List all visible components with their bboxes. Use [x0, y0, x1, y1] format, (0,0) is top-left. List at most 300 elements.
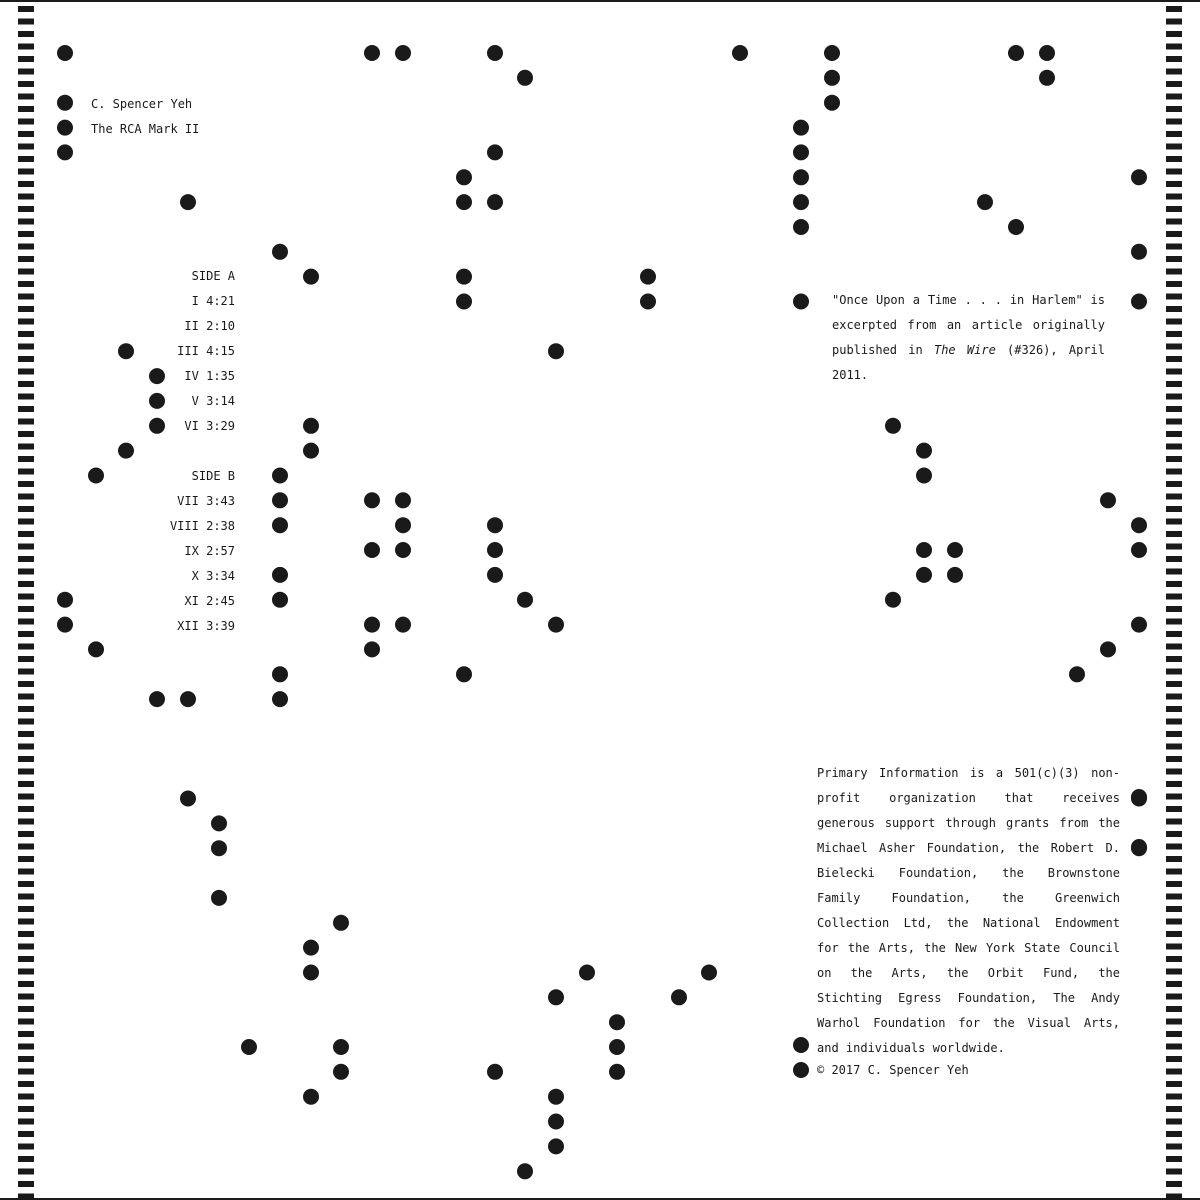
- left-sprocket-hole: [18, 581, 34, 587]
- left-sprocket-hole: [18, 894, 34, 900]
- right-sprocket-hole: [1166, 119, 1182, 125]
- punched-hole-dot: [548, 989, 564, 1005]
- right-sprocket-hole: [1166, 881, 1182, 887]
- right-sprocket-hole: [1166, 431, 1182, 437]
- punched-hole-dot: [364, 641, 380, 657]
- right-sprocket-hole: [1166, 1056, 1182, 1062]
- punched-hole-dot: [1039, 45, 1055, 61]
- track-row: VI 3:29: [184, 419, 235, 433]
- left-sprocket-hole: [18, 56, 34, 62]
- right-sprocket-hole: [1166, 81, 1182, 87]
- left-sprocket-hole: [18, 619, 34, 625]
- right-sprocket-hole: [1166, 169, 1182, 175]
- punched-hole-dot: [487, 194, 503, 210]
- left-sprocket-hole: [18, 644, 34, 650]
- artist-name: C. Spencer Yeh: [91, 97, 193, 111]
- left-sprocket-hole: [18, 1106, 34, 1112]
- punched-hole-dot: [885, 592, 901, 608]
- punched-hole-dot: [364, 542, 380, 558]
- punched-hole-dot: [1008, 219, 1024, 235]
- right-sprocket-hole: [1166, 1131, 1182, 1137]
- right-sprocket-hole: [1166, 1106, 1182, 1112]
- left-sprocket-hole: [18, 231, 34, 237]
- left-sprocket-hole: [18, 719, 34, 725]
- punched-hole-dot: [57, 120, 73, 136]
- punched-hole-dot: [548, 343, 564, 359]
- punched-hole-dot: [303, 269, 319, 285]
- side-a-label: SIDE A: [191, 269, 235, 283]
- right-sprocket-hole: [1166, 631, 1182, 637]
- punched-hole-dot: [916, 468, 932, 484]
- punched-hole-dot: [149, 691, 165, 707]
- left-sprocket-hole: [18, 831, 34, 837]
- left-sprocket-hole: [18, 281, 34, 287]
- left-sprocket-hole: [18, 756, 34, 762]
- right-sprocket-hole: [1166, 206, 1182, 212]
- right-sprocket-hole: [1166, 819, 1182, 825]
- punched-hole-dot: [1131, 617, 1147, 633]
- punched-hole-dot: [57, 592, 73, 608]
- left-sprocket-hole: [18, 1119, 34, 1125]
- punched-hole-dot: [916, 542, 932, 558]
- right-sprocket-hole: [1166, 406, 1182, 412]
- right-sprocket-hole: [1166, 994, 1182, 1000]
- punched-hole-dot: [272, 691, 288, 707]
- punched-hole-dot: [548, 1114, 564, 1130]
- right-sprocket-hole: [1166, 794, 1182, 800]
- left-sprocket-hole: [18, 819, 34, 825]
- right-sprocket-hole: [1166, 344, 1182, 350]
- left-sprocket-hole: [18, 444, 34, 450]
- left-sprocket-hole: [18, 6, 34, 12]
- right-sprocket-hole: [1166, 981, 1182, 987]
- left-sprocket-hole: [18, 669, 34, 675]
- right-sprocket-hole: [1166, 419, 1182, 425]
- right-sprocket-hole: [1166, 1006, 1182, 1012]
- punched-hole-dot: [1100, 641, 1116, 657]
- right-sprocket-hole: [1166, 19, 1182, 25]
- left-sprocket-hole: [18, 706, 34, 712]
- punched-hole-dot: [211, 840, 227, 856]
- punched-hole-dot: [701, 965, 717, 981]
- punched-hole-dot: [303, 965, 319, 981]
- punched-hole-dot: [272, 517, 288, 533]
- right-sprocket-hole: [1166, 544, 1182, 550]
- right-sprocket-hole: [1166, 1181, 1182, 1187]
- punched-hole-dot: [364, 617, 380, 633]
- right-sprocket-hole: [1166, 844, 1182, 850]
- track-row: VIII 2:38: [169, 519, 235, 533]
- left-sprocket-hole: [18, 381, 34, 387]
- punched-hole-dot: [640, 294, 656, 310]
- right-sprocket-hole: [1166, 194, 1182, 200]
- left-sprocket-hole: [18, 656, 34, 662]
- punched-hole-dot: [793, 120, 809, 136]
- punched-hole-dot: [609, 1039, 625, 1055]
- left-sprocket-hole: [18, 1019, 34, 1025]
- left-sprocket-hole: [18, 219, 34, 225]
- right-sprocket-hole: [1166, 256, 1182, 262]
- right-sprocket-hole: [1166, 594, 1182, 600]
- punched-hole-dot: [793, 1062, 809, 1078]
- right-sprocket-hole: [1166, 1194, 1182, 1200]
- left-sprocket-hole: [18, 1169, 34, 1175]
- punched-hole-dot: [793, 294, 809, 310]
- punched-hole-dot: [1008, 45, 1024, 61]
- left-sprocket-hole: [18, 1031, 34, 1037]
- punched-hole-dot: [793, 169, 809, 185]
- left-sprocket-hole: [18, 944, 34, 950]
- punched-hole-dot: [1131, 542, 1147, 558]
- punched-hole-dot: [1131, 839, 1147, 855]
- punched-hole-dot: [456, 169, 472, 185]
- punched-hole-dot: [333, 1064, 349, 1080]
- right-sprocket-hole: [1166, 69, 1182, 75]
- right-sprocket-hole: [1166, 306, 1182, 312]
- punched-hole-dot: [487, 45, 503, 61]
- punched-hole-dot: [517, 592, 533, 608]
- punched-hole-dot: [303, 443, 319, 459]
- punched-hole-dot: [272, 592, 288, 608]
- track-row: IV 1:35: [184, 369, 235, 383]
- left-sprocket-hole: [18, 1044, 34, 1050]
- left-sprocket-hole: [18, 881, 34, 887]
- left-sprocket-hole: [18, 344, 34, 350]
- left-sprocket-hole: [18, 1144, 34, 1150]
- right-sprocket-hole: [1166, 1044, 1182, 1050]
- punched-hole-dot: [793, 1037, 809, 1053]
- punched-hole-dot: [456, 294, 472, 310]
- punched-hole-dot: [180, 791, 196, 807]
- punched-hole-dot: [456, 269, 472, 285]
- right-sprocket-hole: [1166, 481, 1182, 487]
- track-row: XI 2:45: [184, 594, 235, 608]
- left-sprocket-hole: [18, 794, 34, 800]
- right-sprocket-hole: [1166, 181, 1182, 187]
- punched-hole-dot: [303, 940, 319, 956]
- right-sprocket-hole: [1166, 1031, 1182, 1037]
- left-sprocket-hole: [18, 406, 34, 412]
- left-sprocket-hole: [18, 119, 34, 125]
- punched-hole-dot: [579, 965, 595, 981]
- right-sprocket-hole: [1166, 331, 1182, 337]
- left-sprocket-hole: [18, 331, 34, 337]
- left-sprocket-hole: [18, 69, 34, 75]
- punched-hole-dot: [88, 468, 104, 484]
- right-sprocket-hole: [1166, 781, 1182, 787]
- right-sprocket-hole: [1166, 919, 1182, 925]
- punched-hole-dot: [487, 517, 503, 533]
- punched-hole-dot: [1039, 70, 1055, 86]
- left-sprocket-hole: [18, 994, 34, 1000]
- right-sprocket-hole: [1166, 1169, 1182, 1175]
- punched-hole-dot: [57, 144, 73, 160]
- right-sprocket-hole: [1166, 744, 1182, 750]
- left-sprocket-hole: [18, 81, 34, 87]
- left-sprocket-hole: [18, 869, 34, 875]
- right-sprocket-hole: [1166, 1119, 1182, 1125]
- punched-hole-dot: [272, 244, 288, 260]
- left-sprocket-hole: [18, 1181, 34, 1187]
- left-sprocket-hole: [18, 956, 34, 962]
- left-sprocket-hole: [18, 169, 34, 175]
- right-sprocket-hole: [1166, 606, 1182, 612]
- left-sprocket-hole: [18, 769, 34, 775]
- right-sprocket-hole: [1166, 231, 1182, 237]
- punched-hole-dot: [1131, 517, 1147, 533]
- right-sprocket-hole: [1166, 94, 1182, 100]
- left-sprocket-hole: [18, 1006, 34, 1012]
- right-sprocket-hole: [1166, 894, 1182, 900]
- right-sprocket-hole: [1166, 581, 1182, 587]
- left-sprocket-hole: [18, 781, 34, 787]
- punched-hole-dot: [1131, 169, 1147, 185]
- left-sprocket-hole: [18, 494, 34, 500]
- left-sprocket-hole: [18, 631, 34, 637]
- left-sprocket-hole: [18, 244, 34, 250]
- punched-hole-dot: [793, 194, 809, 210]
- right-sprocket-hole: [1166, 706, 1182, 712]
- right-sprocket-hole: [1166, 831, 1182, 837]
- left-sprocket-hole: [18, 1081, 34, 1087]
- punched-hole-dot: [487, 144, 503, 160]
- right-sprocket-hole: [1166, 731, 1182, 737]
- left-sprocket-hole: [18, 131, 34, 137]
- right-sprocket-hole: [1166, 469, 1182, 475]
- left-sprocket-hole: [18, 681, 34, 687]
- artist-info: [91, 92, 199, 142]
- article-note: "Once Upon a Time . . . in Harlem" is excerpted from an article originally published in The Wire (#326), April 2011.: [832, 293, 1106, 382]
- punched-hole-dot: [395, 617, 411, 633]
- punched-hole-dot: [88, 641, 104, 657]
- right-sprocket-hole: [1166, 906, 1182, 912]
- right-sprocket-hole: [1166, 756, 1182, 762]
- left-sprocket-hole: [18, 194, 34, 200]
- right-sprocket-hole: [1166, 144, 1182, 150]
- punched-hole-dot: [333, 915, 349, 931]
- right-sprocket-hole: [1166, 381, 1182, 387]
- left-sprocket-hole: [18, 181, 34, 187]
- right-sprocket-hole: [1166, 944, 1182, 950]
- right-sprocket-hole: [1166, 931, 1182, 937]
- right-sprocket-hole: [1166, 969, 1182, 975]
- right-sprocket-hole: [1166, 319, 1182, 325]
- punched-hole-dot: [456, 666, 472, 682]
- left-sprocket-hole: [18, 144, 34, 150]
- punched-hole-dot: [947, 567, 963, 583]
- punched-hole-dot: [456, 194, 472, 210]
- right-sprocket-hole: [1166, 269, 1182, 275]
- punched-hole-dot: [487, 1064, 503, 1080]
- right-sprocket-hole: [1166, 56, 1182, 62]
- track-row: XII 3:39: [177, 619, 235, 633]
- side-b-label: SIDE B: [191, 469, 235, 483]
- left-sprocket-hole: [18, 731, 34, 737]
- right-sprocket-hole: [1166, 219, 1182, 225]
- right-sprocket-hole: [1166, 1094, 1182, 1100]
- left-sprocket-hole: [18, 1094, 34, 1100]
- punched-hole-dot: [333, 1039, 349, 1055]
- right-sprocket-hole: [1166, 31, 1182, 37]
- publication-name: The Wire: [933, 343, 996, 357]
- left-sprocket-hole: [18, 1131, 34, 1137]
- punched-hole-dot: [272, 567, 288, 583]
- track-row: III 4:15: [177, 344, 235, 358]
- punched-hole-dot: [517, 70, 533, 86]
- punched-hole-dot: [303, 1089, 319, 1105]
- left-sprocket-hole: [18, 594, 34, 600]
- left-sprocket-hole: [18, 269, 34, 275]
- right-sprocket-hole: [1166, 569, 1182, 575]
- left-sprocket-hole: [18, 1156, 34, 1162]
- punched-hole-dot: [609, 1014, 625, 1030]
- punched-hole-dot: [885, 418, 901, 434]
- right-sprocket-hole: [1166, 394, 1182, 400]
- punched-hole-dot: [364, 45, 380, 61]
- punched-hole-dot: [241, 1039, 257, 1055]
- punched-hole-dot: [211, 890, 227, 906]
- punched-hole-dot: [57, 617, 73, 633]
- punched-hole-dot: [1131, 294, 1147, 310]
- right-sprocket-hole: [1166, 669, 1182, 675]
- punched-hole-dot: [487, 567, 503, 583]
- punched-hole-dot: [793, 219, 809, 235]
- punched-hole-dot: [180, 691, 196, 707]
- right-sprocket-hole: [1166, 1144, 1182, 1150]
- left-sprocket-hole: [18, 94, 34, 100]
- punched-hole-dot: [272, 666, 288, 682]
- right-sprocket-hole: [1166, 369, 1182, 375]
- left-sprocket-hole: [18, 44, 34, 50]
- left-sprocket-hole: [18, 531, 34, 537]
- album-title: The RCA Mark II: [91, 122, 200, 136]
- tracklist: [130, 264, 235, 639]
- punched-hole-dot: [180, 194, 196, 210]
- right-sprocket-hole: [1166, 356, 1182, 362]
- punched-hole-dot: [57, 95, 73, 111]
- left-sprocket-hole: [18, 369, 34, 375]
- left-sprocket-hole: [18, 1056, 34, 1062]
- punched-hole-dot: [824, 95, 840, 111]
- right-sprocket-hole: [1166, 719, 1182, 725]
- left-sprocket-hole: [18, 969, 34, 975]
- left-sprocket-hole: [18, 106, 34, 112]
- punched-hole-dot: [548, 617, 564, 633]
- right-sprocket-hole: [1166, 156, 1182, 162]
- right-sprocket-hole: [1166, 281, 1182, 287]
- right-sprocket-hole: [1166, 856, 1182, 862]
- punched-hole-dot: [947, 542, 963, 558]
- right-sprocket-hole: [1166, 106, 1182, 112]
- track-row: IX 2:57: [184, 544, 235, 558]
- right-sprocket-hole: [1166, 6, 1182, 12]
- punched-hole-dot: [548, 1138, 564, 1154]
- punched-hole-dot: [824, 45, 840, 61]
- track-row: V 3:14: [191, 394, 235, 408]
- punched-hole-dot: [395, 45, 411, 61]
- right-sprocket-hole: [1166, 244, 1182, 250]
- left-sprocket-hole: [18, 419, 34, 425]
- left-sprocket-hole: [18, 356, 34, 362]
- right-sprocket-hole: [1166, 619, 1182, 625]
- left-sprocket-hole: [18, 156, 34, 162]
- left-sprocket-hole: [18, 256, 34, 262]
- punched-hole-dot: [364, 492, 380, 508]
- track-row: I 4:21: [191, 294, 235, 308]
- right-sprocket-hole: [1166, 769, 1182, 775]
- left-sprocket-hole: [18, 919, 34, 925]
- left-sprocket-hole: [18, 306, 34, 312]
- right-sprocket-hole: [1166, 1156, 1182, 1162]
- left-sprocket-hole: [18, 481, 34, 487]
- left-sprocket-hole: [18, 206, 34, 212]
- right-sprocket-hole: [1166, 1069, 1182, 1075]
- punched-hole-dot: [977, 194, 993, 210]
- left-sprocket-hole: [18, 31, 34, 37]
- right-sprocket-hole: [1166, 556, 1182, 562]
- punched-hole-dot: [916, 443, 932, 459]
- left-sprocket-hole: [18, 556, 34, 562]
- track-row: II 2:10: [184, 319, 235, 333]
- punched-hole-dot: [548, 1089, 564, 1105]
- right-sprocket-hole: [1166, 806, 1182, 812]
- left-sprocket-hole: [18, 806, 34, 812]
- punched-hole-dot: [272, 468, 288, 484]
- right-sprocket-hole: [1166, 531, 1182, 537]
- left-sprocket-hole: [18, 19, 34, 25]
- punched-hole-dot: [395, 492, 411, 508]
- copyright-notice: © 2017 C. Spencer Yeh: [817, 1063, 969, 1077]
- right-sprocket-hole: [1166, 519, 1182, 525]
- track-row: X 3:34: [191, 569, 235, 583]
- punched-hole-dot: [1131, 789, 1147, 805]
- punched-hole-dot: [824, 70, 840, 86]
- punched-hole-dot: [57, 45, 73, 61]
- punched-hole-dot: [640, 269, 656, 285]
- left-sprocket-hole: [18, 856, 34, 862]
- right-sprocket-hole: [1166, 956, 1182, 962]
- punched-hole-dot: [1100, 492, 1116, 508]
- punched-hole-dot: [517, 1163, 533, 1179]
- left-sprocket-hole: [18, 431, 34, 437]
- punched-hole-dot: [916, 567, 932, 583]
- punched-hole-dot: [671, 989, 687, 1005]
- punched-hole-dot: [211, 815, 227, 831]
- left-sprocket-hole: [18, 394, 34, 400]
- left-sprocket-hole: [18, 906, 34, 912]
- right-sprocket-hole: [1166, 131, 1182, 137]
- left-sprocket-hole: [18, 544, 34, 550]
- right-sprocket-hole: [1166, 456, 1182, 462]
- right-sprocket-hole: [1166, 444, 1182, 450]
- track-row: VII 3:43: [177, 494, 235, 508]
- punched-hole-dot: [1069, 666, 1085, 682]
- tracklist-spacer: [130, 439, 235, 464]
- left-sprocket-hole: [18, 1194, 34, 1200]
- left-sprocket-hole: [18, 319, 34, 325]
- punched-hole-dot: [395, 542, 411, 558]
- left-sprocket-hole: [18, 469, 34, 475]
- left-sprocket-hole: [18, 981, 34, 987]
- primary-information-statement: Primary Information is a 501(c)(3) non-profit organization that receives generous support through grants from the Michael Asher Foundation, the Robert D. Bielecki Foundation, the Brownstone Family Foundation, the Greenwich Collection Ltd, the National Endowment for the Arts, the New York State Council on the Arts, the Orbit Fund, the Stichting Egress Foundation, The Andy Warhol Foundation for the Visual Arts, and individuals worldwide.: [817, 766, 1120, 1055]
- left-sprocket-hole: [18, 844, 34, 850]
- left-sprocket-hole: [18, 931, 34, 937]
- left-sprocket-hole: [18, 744, 34, 750]
- right-sprocket-hole: [1166, 1081, 1182, 1087]
- punched-hole-dot: [609, 1064, 625, 1080]
- left-sprocket-hole: [18, 569, 34, 575]
- left-sprocket-hole: [18, 606, 34, 612]
